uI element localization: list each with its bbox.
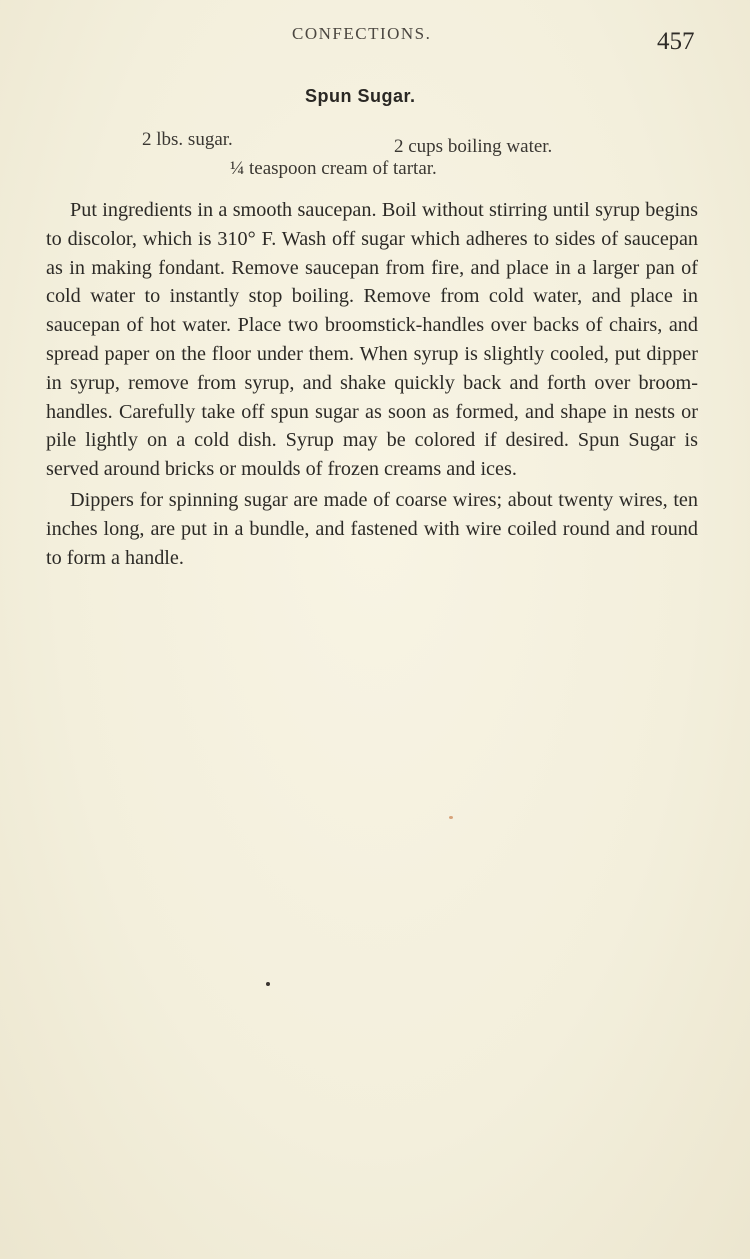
ingredient-cream-of-tartar: ¼ teaspoon cream of tartar. <box>230 158 437 179</box>
dippers-paragraph: Dippers for spinning sugar are made of coarse wires; about twenty wires, ten inches long, are put in a bundle, and fastened with wire coiled round and round to form a handle. <box>46 488 698 569</box>
ingredient-water: 2 cups boiling water. <box>394 136 553 157</box>
paper-speck <box>449 816 453 819</box>
method-paragraph: Put ingredients in a smooth saucepan. Boil without stirring until syrup begins to discolor, which is 310° F. Wash off sugar which adheres to sides of saucepan as in making fondant. Remove saucepan from fire, and place in a larger pan of cold water to instantly stop boiling. Remove from cold water, and place in saucepan of hot water. Place two broomstick-handles over backs of chairs, and spread paper on the floor under them. When syrup is slightly cooled, put dipper in syrup, remove from syrup, and shake quickly back and forth over broom-handles. Carefully take off spun sugar as soon as formed, and shape in nests or pile lightly on a cold dish. Syrup may be colored if desired. Spun Sugar is served around bricks or moulds of frozen creams and ices. <box>46 199 698 481</box>
recipe-title: Spun Sugar. <box>305 86 416 106</box>
page-number: 457 <box>657 28 695 55</box>
paper-speck <box>266 982 270 986</box>
running-head: CONFECTIONS. <box>292 24 432 43</box>
ingredient-sugar: 2 lbs. sugar. <box>142 129 233 150</box>
recipe-body <box>46 196 698 572</box>
